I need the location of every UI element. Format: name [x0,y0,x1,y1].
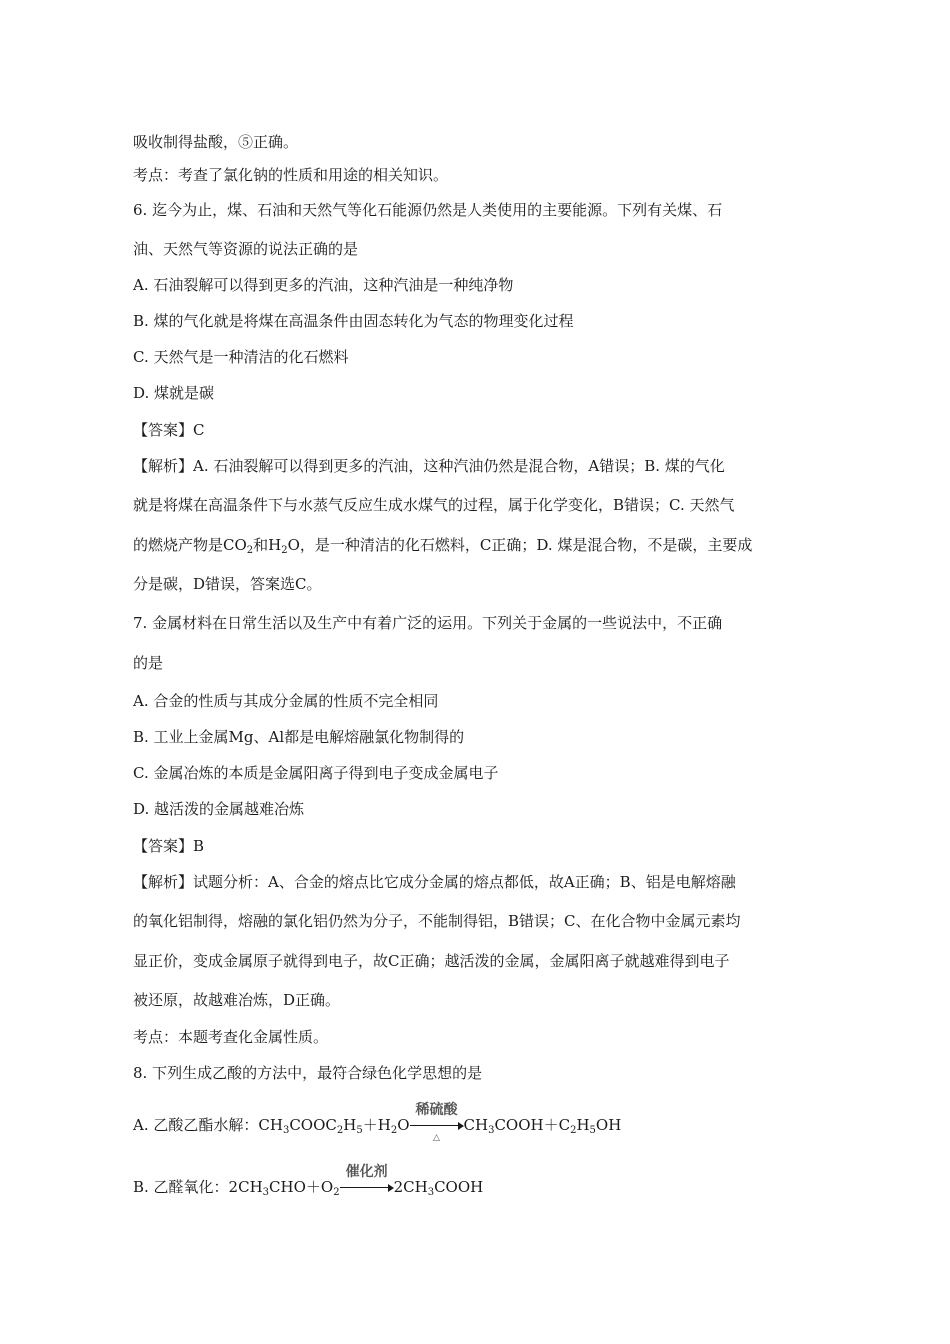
question-6-stem-cont: 油、天然气等资源的说法正确的是 [133,240,359,258]
question-8-stem: 8. 下列生成乙酸的方法中，最符合绿色化学思想的是 [133,1064,483,1082]
option-c: C. 金属冶炼的本质是金属阳离子得到电子变成金属电子 [133,764,499,782]
option-c: C. 天然气是一种清洁的化石燃料 [133,348,349,366]
analysis-text: 【解析】试题分析：A、合金的熔点比它成分金属的熔点都低，故A正确；B、铝是电解熔融 [133,873,736,891]
option-d: D. 越活泼的金属越难冶炼 [133,800,305,818]
question-6-stem: 6. 迄今为止，煤、石油和天然气等化石能源仍然是人类使用的主要能源。下列有关煤、石 [133,201,723,219]
analysis-text: 的氧化铝制得，熔融的氯化铝仍然为分子，不能制得铝，B错误；C、在化合物中金属元素均 [133,912,741,930]
option-b: B. 工业上金属Mg、Al都是电解熔融氯化物制得的 [133,728,465,746]
analysis-text: 就是将煤在高温条件下与水蒸气反应生成水煤气的过程，属于化学变化，B错误；C. 天然气 [133,496,735,514]
answer-label: 【答案】B [133,837,205,855]
option-d: D. 煤就是碳 [133,384,215,402]
text-line: 考点：本题考查化金属性质。 [133,1028,329,1046]
option-a: A. 石油裂解可以得到更多的汽油，这种汽油是一种纯净物 [133,276,514,294]
reaction-condition: 催化剂 [345,1164,388,1180]
answer-label: 【答案】C [133,421,205,439]
question-8-option-b: B. 乙醛氧化：$2CH_3CHO+O_2$ 催化剂 $2CH_3COOH$ [133,1176,823,1198]
reaction-arrow-icon [410,1102,464,1143]
text-line: 考点：考查了氯化钠的性质和用途的相关知识。 [133,166,449,184]
question-7-stem-cont: 的是 [133,654,164,672]
text-line: 吸收制得盐酸，⑤正确。 [133,133,299,151]
analysis-text: 【解析】A. 石油裂解可以得到更多的汽油，这种汽油仍然是混合物，A错误；B. 煤的气化 [133,457,725,475]
option-a: A. 合金的性质与其成分金属的性质不完全相同 [133,692,439,710]
question-8-option-a: A. 乙酸乙酯水解：$CH_3COOC_2H_5+H_2O$ 稀硫酸 △ $CH_3COOH+C_2H_5OH$ [133,1114,823,1136]
question-7-stem: 7. 金属材料在日常生活以及生产中有着广泛的运用。下列关于金属的一些说法中，不正确 [133,614,723,632]
option-b: B. 煤的气化就是将煤在高温条件由固态转化为气态的物理变化过程 [133,312,574,330]
reaction-arrow-icon [340,1164,394,1195]
analysis-text: 分是碳，D错误，答案选C。 [133,575,322,593]
analysis-text: 被还原，故越难冶炼，D正确。 [133,991,341,1009]
analysis-text: 显正价，变成金属原子就得到电子，故C正确；越活泼的金属，金属阳离子就越难得到电子 [133,952,730,970]
heat-symbol: △ [433,1133,440,1143]
analysis-text-formula: 的燃烧产物是$CO_2$和$H_2O$，是一种清洁的化石燃料，C正确；D. 煤是混合物，不是碳，主要成 [133,536,753,556]
reaction-condition: 稀硫酸 [415,1102,458,1118]
